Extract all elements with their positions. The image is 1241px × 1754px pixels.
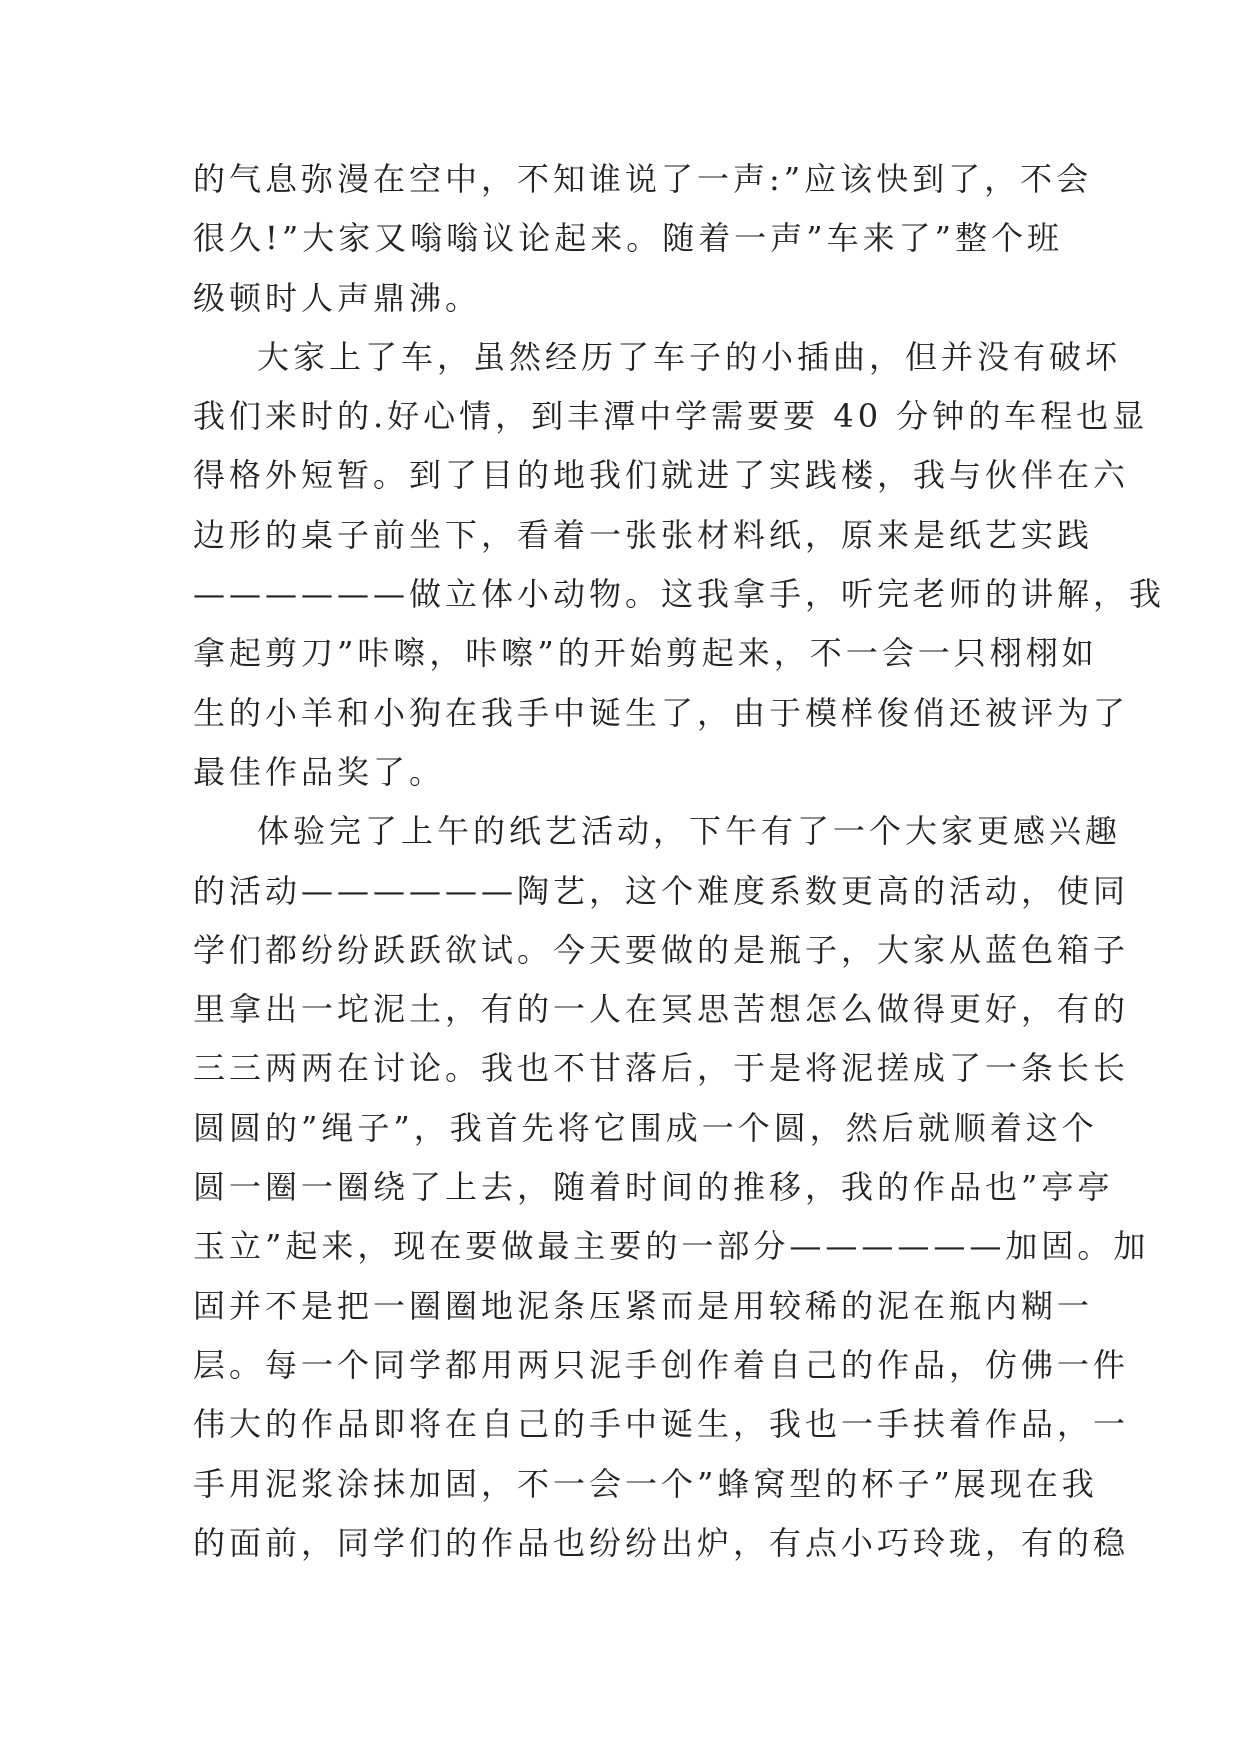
text-line: 我们来时的.好心情，到丰潭中学需要要 40 分钟的车程也显 [193, 397, 1149, 436]
text-line: 大家上了车，虽然经历了车子的小插曲，但并没有破坏 [257, 337, 1122, 376]
text-line: 三三两两在讨论。我也不甘落后，于是将泥搓成了一条长长 [193, 1049, 1130, 1088]
text-line: 生的小羊和小狗在我手中诞生了，由于模样俊俏还被评为了 [193, 693, 1130, 732]
text-line: 固并不是把一圈圈地泥条压紧而是用较稀的泥在瓶内糊一 [193, 1286, 1094, 1325]
text-line: 很久!”大家又嗡嗡议论起来。随着一声”车来了”整个班 [193, 219, 1063, 258]
text-line: ——————做立体小动物。这我拿手，听完老师的讲解，我 [193, 575, 1166, 614]
text-line: 层。每一个同学都用两只泥手创作着自己的作品，仿佛一件 [193, 1345, 1130, 1384]
text-line: 学们都纷纷跃跃欲试。今天要做的是瓶子，大家从蓝色箱子 [193, 930, 1130, 969]
text-line: 圆圆的”绳子”，我首先将它围成一个圆，然后就顺着这个 [193, 1108, 1098, 1147]
text-line: 的气息弥漫在空中，不知谁说了一声:”应该快到了，不会 [193, 160, 1093, 198]
text-line: 拿起剪刀”咔嚓，咔嚓”的开始剪起来，不一会一只栩栩如 [193, 634, 1098, 673]
text-line: 边形的桌子前坐下，看着一张张材料纸，原来是纸艺实践 [193, 515, 1094, 554]
text-line: 级顿时人声鼎沸。 [193, 278, 482, 317]
text-line: 里拿出一坨泥土，有的一人在冥思苦想怎么做得更好，有的 [193, 990, 1130, 1029]
text-line: 的活动——————陶艺，这个难度系数更高的活动，使同 [193, 871, 1130, 910]
text-line: 的面前，同学们的作品也纷纷出炉，有点小巧玲珑，有的稳 [193, 1523, 1130, 1562]
text-line: 圆一圈一圈绕了上去，随着时间的推移，我的作品也”亭亭 [193, 1168, 1114, 1207]
text-line: 最佳作品奖了。 [193, 752, 446, 791]
text-line: 伟大的作品即将在自己的手中诞生，我也一手扶着作品，一 [193, 1405, 1130, 1444]
text-line: 玉立”起来，现在要做最主要的一部分——————加固。加 [193, 1227, 1150, 1266]
text-line: 得格外短暂。到了目的地我们就进了实践楼，我与伙伴在六 [193, 456, 1130, 495]
text-line: 手用泥浆涂抹加固，不一会一个”蜂窝型的杯子”展现在我 [193, 1464, 1098, 1503]
text-line: 体验完了上午的纸艺活动，下午有了一个大家更感兴趣 [257, 812, 1122, 851]
body-text [193, 150, 1166, 1573]
